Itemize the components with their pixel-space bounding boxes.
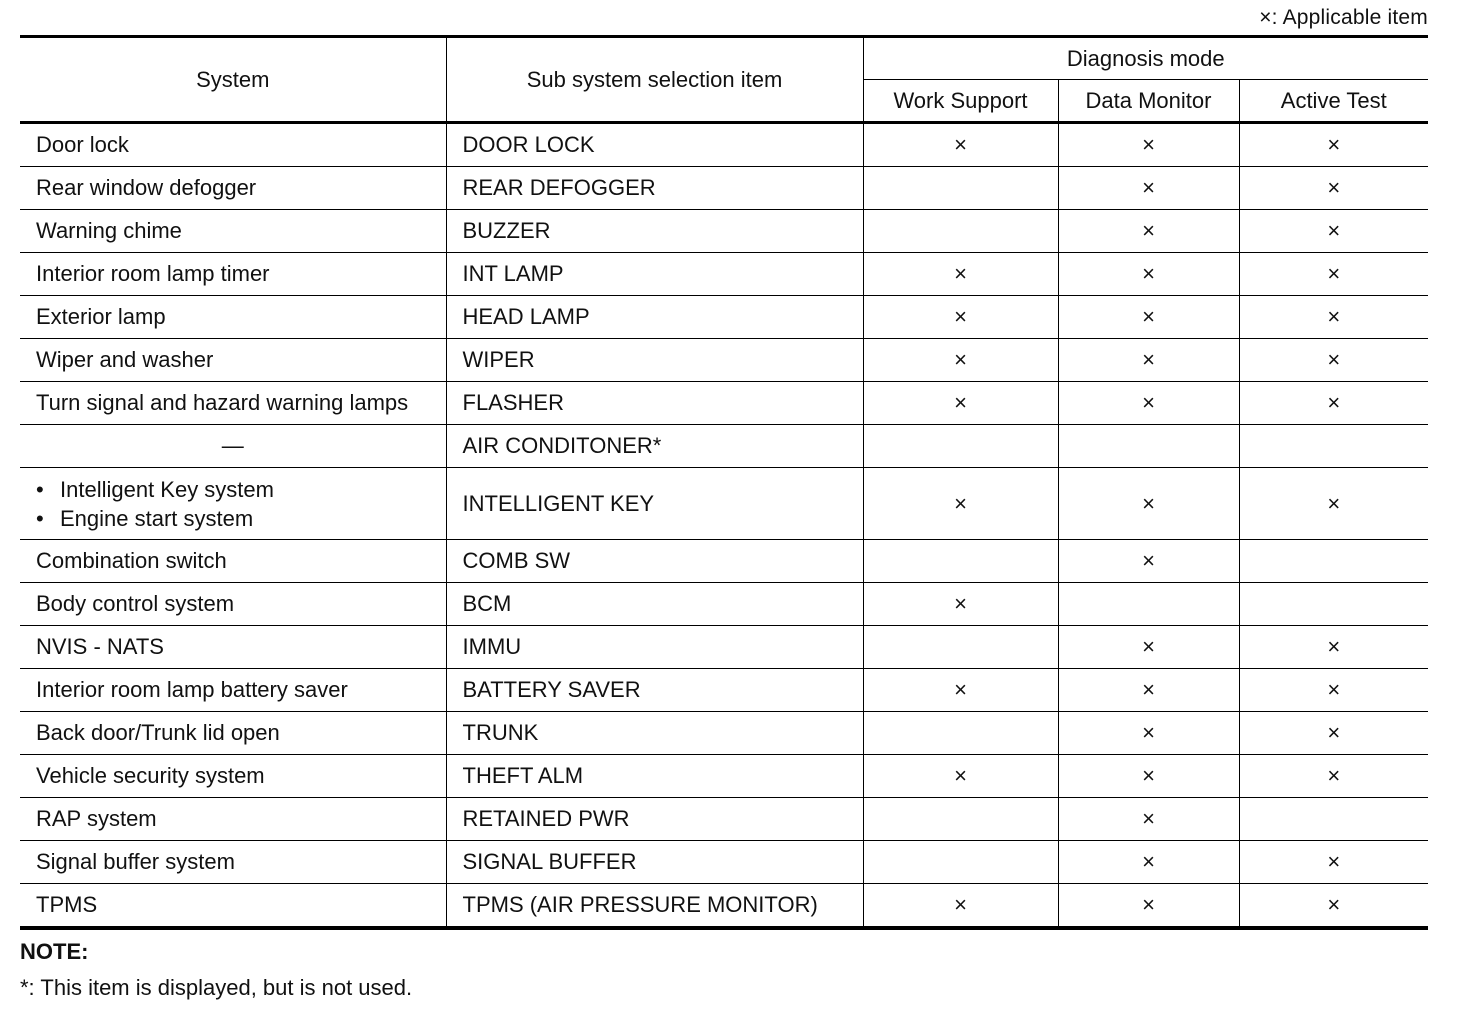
system-cell: NVIS - NATS bbox=[20, 626, 446, 669]
sub-system-cell: TRUNK bbox=[446, 712, 863, 755]
note-text: *: This item is displayed, but is not used. bbox=[20, 975, 413, 1000]
system-cell: Warning chime bbox=[20, 210, 446, 253]
work-support-mark: × bbox=[863, 755, 1058, 798]
table-row bbox=[20, 123, 1428, 167]
diagnosis-mode-table bbox=[20, 35, 1428, 930]
data-monitor-mark: × bbox=[1058, 296, 1239, 339]
sub-system-cell: BUZZER bbox=[446, 210, 863, 253]
system-cell bbox=[20, 468, 446, 540]
active-test-mark: × bbox=[1239, 884, 1428, 929]
work-support-mark bbox=[863, 425, 1058, 468]
table-row bbox=[20, 425, 1428, 468]
work-support-mark bbox=[863, 210, 1058, 253]
sub-system-cell: FLASHER bbox=[446, 382, 863, 425]
note-title: NOTE: bbox=[20, 939, 89, 964]
table-row bbox=[20, 210, 1428, 253]
active-test-mark: × bbox=[1239, 123, 1428, 167]
sub-system-cell: BATTERY SAVER bbox=[446, 669, 863, 712]
header-active-test: Active Test bbox=[1239, 80, 1428, 123]
system-cell: Exterior lamp bbox=[20, 296, 446, 339]
table-row bbox=[20, 253, 1428, 296]
data-monitor-mark: × bbox=[1058, 210, 1239, 253]
sub-system-cell: THEFT ALM bbox=[446, 755, 863, 798]
work-support-mark bbox=[863, 712, 1058, 755]
system-cell: Vehicle security system bbox=[20, 755, 446, 798]
header-sub-system: Sub system selection item bbox=[446, 37, 863, 123]
sub-system-cell: WIPER bbox=[446, 339, 863, 382]
sub-system-cell: AIR CONDITONER* bbox=[446, 425, 863, 468]
sub-system-cell: RETAINED PWR bbox=[446, 798, 863, 841]
table-row bbox=[20, 583, 1428, 626]
table-row bbox=[20, 884, 1428, 929]
work-support-mark: × bbox=[863, 339, 1058, 382]
applicable-item-legend: ×: Applicable item bbox=[1259, 6, 1428, 29]
header-diagnosis-mode: Diagnosis mode bbox=[863, 37, 1428, 80]
active-test-mark: × bbox=[1239, 339, 1428, 382]
work-support-mark bbox=[863, 167, 1058, 210]
active-test-mark: × bbox=[1239, 210, 1428, 253]
sub-system-cell: SIGNAL BUFFER bbox=[446, 841, 863, 884]
active-test-mark bbox=[1239, 425, 1428, 468]
system-bullet-item: • Engine start system bbox=[36, 504, 430, 533]
table-row bbox=[20, 540, 1428, 583]
sub-system-cell: REAR DEFOGGER bbox=[446, 167, 863, 210]
work-support-mark: × bbox=[863, 583, 1058, 626]
table-row bbox=[20, 669, 1428, 712]
active-test-mark: × bbox=[1239, 468, 1428, 540]
work-support-mark bbox=[863, 841, 1058, 884]
system-cell: — bbox=[20, 425, 446, 468]
table-row bbox=[20, 468, 1428, 540]
table-header bbox=[20, 37, 1428, 123]
table-row bbox=[20, 755, 1428, 798]
active-test-mark: × bbox=[1239, 755, 1428, 798]
sub-system-cell: IMMU bbox=[446, 626, 863, 669]
data-monitor-mark: × bbox=[1058, 755, 1239, 798]
data-monitor-mark: × bbox=[1058, 626, 1239, 669]
work-support-mark: × bbox=[863, 468, 1058, 540]
active-test-mark: × bbox=[1239, 712, 1428, 755]
system-cell: Interior room lamp battery saver bbox=[20, 669, 446, 712]
sub-system-cell: HEAD LAMP bbox=[446, 296, 863, 339]
work-support-mark: × bbox=[863, 123, 1058, 167]
table-row bbox=[20, 296, 1428, 339]
table-row bbox=[20, 712, 1428, 755]
system-cell: Door lock bbox=[20, 123, 446, 167]
work-support-mark bbox=[863, 626, 1058, 669]
work-support-mark bbox=[863, 540, 1058, 583]
data-monitor-mark: × bbox=[1058, 382, 1239, 425]
active-test-mark: × bbox=[1239, 253, 1428, 296]
sub-system-cell: DOOR LOCK bbox=[446, 123, 863, 167]
table-row bbox=[20, 167, 1428, 210]
system-cell: Back door/Trunk lid open bbox=[20, 712, 446, 755]
system-cell: Rear window defogger bbox=[20, 167, 446, 210]
active-test-mark: × bbox=[1239, 669, 1428, 712]
system-cell: Signal buffer system bbox=[20, 841, 446, 884]
work-support-mark: × bbox=[863, 296, 1058, 339]
system-cell: Combination switch bbox=[20, 540, 446, 583]
system-cell: Wiper and washer bbox=[20, 339, 446, 382]
data-monitor-mark bbox=[1058, 583, 1239, 626]
active-test-mark: × bbox=[1239, 382, 1428, 425]
active-test-mark bbox=[1239, 798, 1428, 841]
sub-system-cell: COMB SW bbox=[446, 540, 863, 583]
table-body bbox=[20, 123, 1428, 929]
data-monitor-mark: × bbox=[1058, 540, 1239, 583]
header-system: System bbox=[20, 37, 446, 123]
data-monitor-mark: × bbox=[1058, 167, 1239, 210]
data-monitor-mark bbox=[1058, 425, 1239, 468]
data-monitor-mark: × bbox=[1058, 712, 1239, 755]
header-data-monitor: Data Monitor bbox=[1058, 80, 1239, 123]
system-cell: TPMS bbox=[20, 884, 446, 929]
work-support-mark: × bbox=[863, 253, 1058, 296]
sub-system-cell: TPMS (AIR PRESSURE MONITOR) bbox=[446, 884, 863, 929]
data-monitor-mark: × bbox=[1058, 339, 1239, 382]
data-monitor-mark: × bbox=[1058, 798, 1239, 841]
work-support-mark: × bbox=[863, 669, 1058, 712]
active-test-mark: × bbox=[1239, 296, 1428, 339]
work-support-mark: × bbox=[863, 382, 1058, 425]
active-test-mark: × bbox=[1239, 841, 1428, 884]
work-support-mark bbox=[863, 798, 1058, 841]
sub-system-cell: BCM bbox=[446, 583, 863, 626]
active-test-mark: × bbox=[1239, 167, 1428, 210]
sub-system-cell: INT LAMP bbox=[446, 253, 863, 296]
table-row bbox=[20, 382, 1428, 425]
system-bullet-item: • Intelligent Key system bbox=[36, 475, 430, 504]
data-monitor-mark: × bbox=[1058, 253, 1239, 296]
active-test-mark bbox=[1239, 583, 1428, 626]
table-row bbox=[20, 841, 1428, 884]
work-support-mark: × bbox=[863, 884, 1058, 929]
header-work-support: Work Support bbox=[863, 80, 1058, 123]
table-row bbox=[20, 798, 1428, 841]
table-row bbox=[20, 339, 1428, 382]
active-test-mark: × bbox=[1239, 626, 1428, 669]
data-monitor-mark: × bbox=[1058, 123, 1239, 167]
data-monitor-mark: × bbox=[1058, 669, 1239, 712]
active-test-mark bbox=[1239, 540, 1428, 583]
table-row bbox=[20, 626, 1428, 669]
system-cell: Turn signal and hazard warning lamps bbox=[20, 382, 446, 425]
system-cell: Interior room lamp timer bbox=[20, 253, 446, 296]
system-cell: Body control system bbox=[20, 583, 446, 626]
data-monitor-mark: × bbox=[1058, 884, 1239, 929]
data-monitor-mark: × bbox=[1058, 468, 1239, 540]
system-cell: RAP system bbox=[20, 798, 446, 841]
data-monitor-mark: × bbox=[1058, 841, 1239, 884]
sub-system-cell: INTELLIGENT KEY bbox=[446, 468, 863, 540]
